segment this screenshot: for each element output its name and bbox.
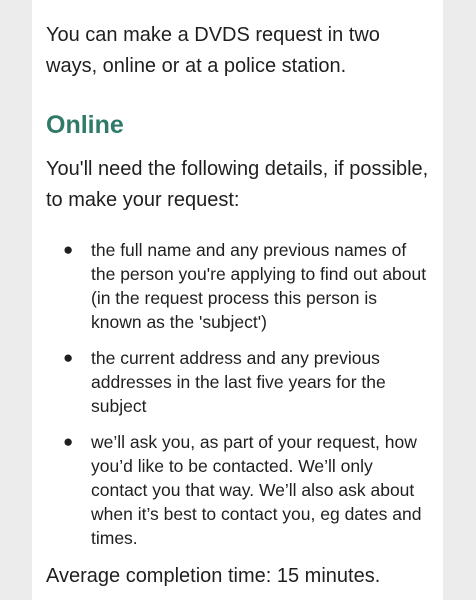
content-card <box>32 0 443 600</box>
details-list <box>46 238 429 550</box>
bullet-icon: ● <box>63 348 74 367</box>
bullet-icon: ● <box>63 240 74 259</box>
completion-time-text: Average completion time: 15 minutes. <box>46 565 381 587</box>
online-heading: Online <box>46 111 124 139</box>
list-item-text: the full name and any previous names of the person you're applying to find out about (in the request process this person is known as the 'subject') <box>91 240 427 332</box>
list-item <box>46 238 429 334</box>
list-item-text: the current address and any previous addresses in the last five years for the subject <box>91 348 386 416</box>
bullet-icon: ● <box>63 432 74 451</box>
details-lead-text: You'll need the following details, if possible, to make your request: <box>46 158 429 211</box>
list-item <box>46 430 429 550</box>
list-item-text: we’ll ask you, as part of your request, how you’d like to be contacted. We’ll only contact you that way. We’ll also ask about when it’s best to contact you, eg dates and times. <box>91 432 422 548</box>
list-item <box>46 346 429 418</box>
intro-text: You can make a DVDS request in two ways, online or at a police station. <box>46 24 380 77</box>
